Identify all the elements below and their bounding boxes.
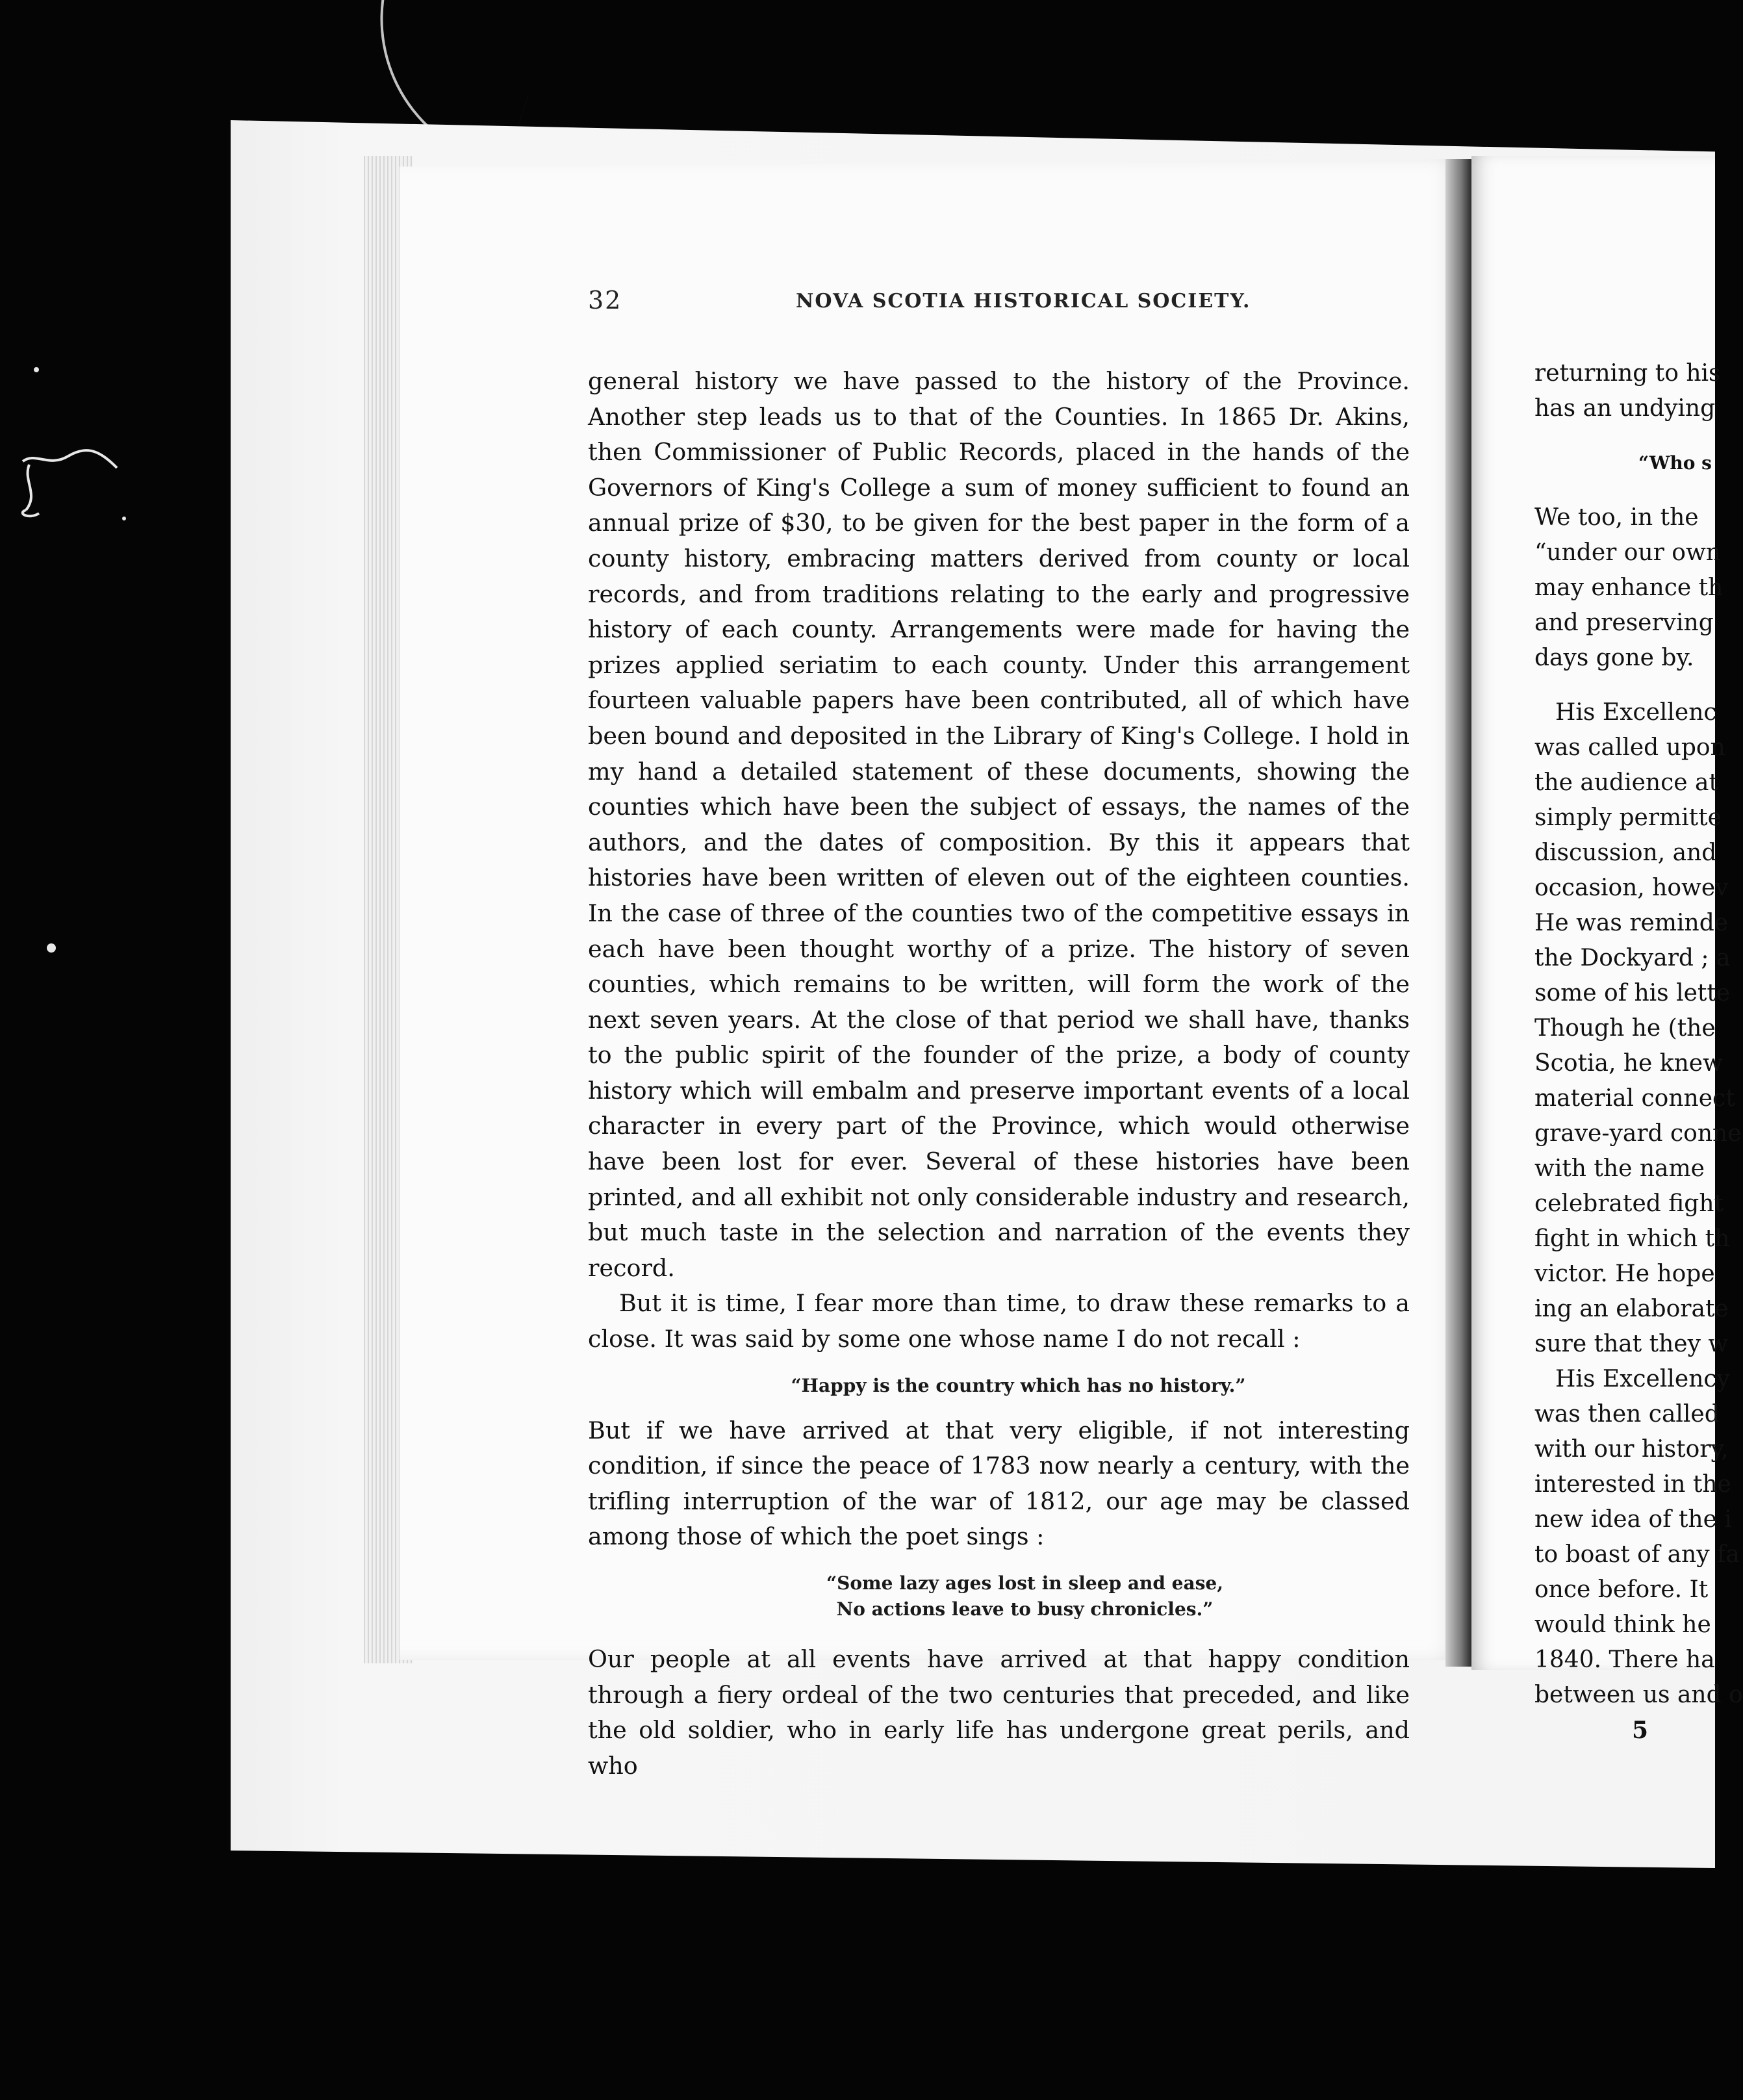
quote-happy-country: “Happy is the country which has no history.” [791,1374,1246,1396]
paragraph-county-histories: general history we have passed to the history of the Province. Another step leads us to that of the Counties. In 1865 Dr. Akins, then Commissioner of Public Records, placed in the hands of the Governors of King's College a sum of money sufficient to found an annual prize of $30, to be given for the best paper in the form of a county history, embracing matters derived from county or local records, and from traditions relating to the early and progressive history of each county. Arrangements were made for having the prizes applied seriatim to each county. Under this arrangement fourteen valuable papers have been contributed, all of which have been bound and deposited in the Library of King's College. I hold in my hand a detailed statement of these documents, showing the counties which have been the subject of essays, the names of the authors, and the dates of composition. By this it appears that histories have been written of eleven out of the eighteen counties. In the case of three of the counties two of the competitive essays in each have been thought worthy of a prize. The history of seven counties, which remains to be written, will form the work of the next seven years. At the close of that period we shall have, thanks to the public spirit of the founder of the prize, a body of county history which will embalm and preserve important events of a local character in every part of the Province, which would otherwise have been lost for ever. Several of these histories have been printed, and all exhibit not only considerable industry and research, but much taste in the selection and narration of the events they record. [588,367,1410,1282]
dust-speck [122,517,126,520]
book-gutter [1445,159,1471,1667]
right-line: occasion, howev [1534,875,1729,901]
right-line: between us and o [1534,1682,1743,1708]
right-line: to boast of any fa [1534,1541,1740,1568]
right-line: “under our own [1534,539,1721,566]
signature-mark: 5 [1632,1717,1649,1744]
poem-line: No actions leave to busy chronicles.” [836,1598,1214,1620]
poem-quote [588,1570,1410,1622]
right-line: the Dockyard ; a [1534,945,1731,971]
right-quote: “Who s [1638,452,1712,474]
right-line: returning to his [1534,360,1721,387]
poem-line: “Some lazy ages lost in sleep and ease, [826,1572,1223,1594]
right-line: He was reminde [1534,910,1729,936]
right-line: may enhance th [1534,574,1724,601]
right-line: Scotia, he knew [1534,1050,1723,1077]
right-line: was then called [1534,1401,1720,1428]
right-line: celebrated fight [1534,1190,1724,1217]
paragraph-eligible-condition: But if we have arrived at that very eligible, if not interesting condition, if since the peace of 1783 now nearly a century, with the trifling interruption of the war of 1812, our age may be classed among those of which the poet sings : [588,1416,1410,1551]
right-line: once before. It [1534,1576,1709,1603]
right-line: would think he [1534,1611,1711,1638]
dust-speck [47,943,56,953]
right-line: and preserving [1534,609,1714,636]
dust-speck [34,367,39,372]
right-line: has an undying [1534,395,1716,422]
right-line-spacer [1534,426,1716,446]
right-line: discussion, and [1534,839,1717,866]
left-page-content [588,286,1432,1784]
right-line-spacer [1534,481,1716,500]
right-line: the audience at [1534,769,1718,796]
right-line: material connect [1534,1085,1735,1112]
lint-fiber [10,448,120,520]
right-line: sure that they w [1534,1331,1729,1357]
right-line: We too, in the [1534,504,1699,531]
right-line: His Excellenc [1555,699,1717,726]
right-line: interested in the [1534,1471,1731,1498]
right-line: some of his lette [1534,980,1731,1006]
paragraph-closing-remarks: But it is time, I fear more than time, to draw these remarks to a close. It was said by some one whose name I do not recall : [588,1289,1410,1353]
right-line-spacer [1534,676,1716,695]
right-line: with our history, [1534,1436,1729,1463]
running-head-title: NOVA SCOTIA HISTORICAL SOCIETY. [796,290,1251,313]
right-line: simply permitte [1534,804,1722,831]
right-line: with the name [1534,1155,1705,1182]
right-line: grave-yard conne [1534,1120,1742,1147]
right-line: victor. He hope [1534,1261,1715,1287]
right-line: ing an elaborate [1534,1296,1729,1322]
paragraph-happy-condition: Our people at all events have arrived at that happy condition through a fiery ordeal of the two centuries that preceded, and like the old soldier, who in early life has undergone great perils, and who [588,1645,1410,1780]
right-line: Though he (the [1534,1015,1716,1042]
right-line: fight in which th [1534,1225,1730,1252]
right-line: new idea of the i [1534,1506,1732,1533]
right-page-content [1534,356,1743,1748]
body-text [588,364,1410,1784]
right-line: His Excellency [1555,1366,1730,1392]
running-head [588,286,1432,325]
right-line: was called upon [1534,734,1725,761]
right-line: days gone by. [1534,645,1694,671]
right-line: 1840. There ha [1534,1646,1715,1673]
page-number: 32 [588,286,622,314]
